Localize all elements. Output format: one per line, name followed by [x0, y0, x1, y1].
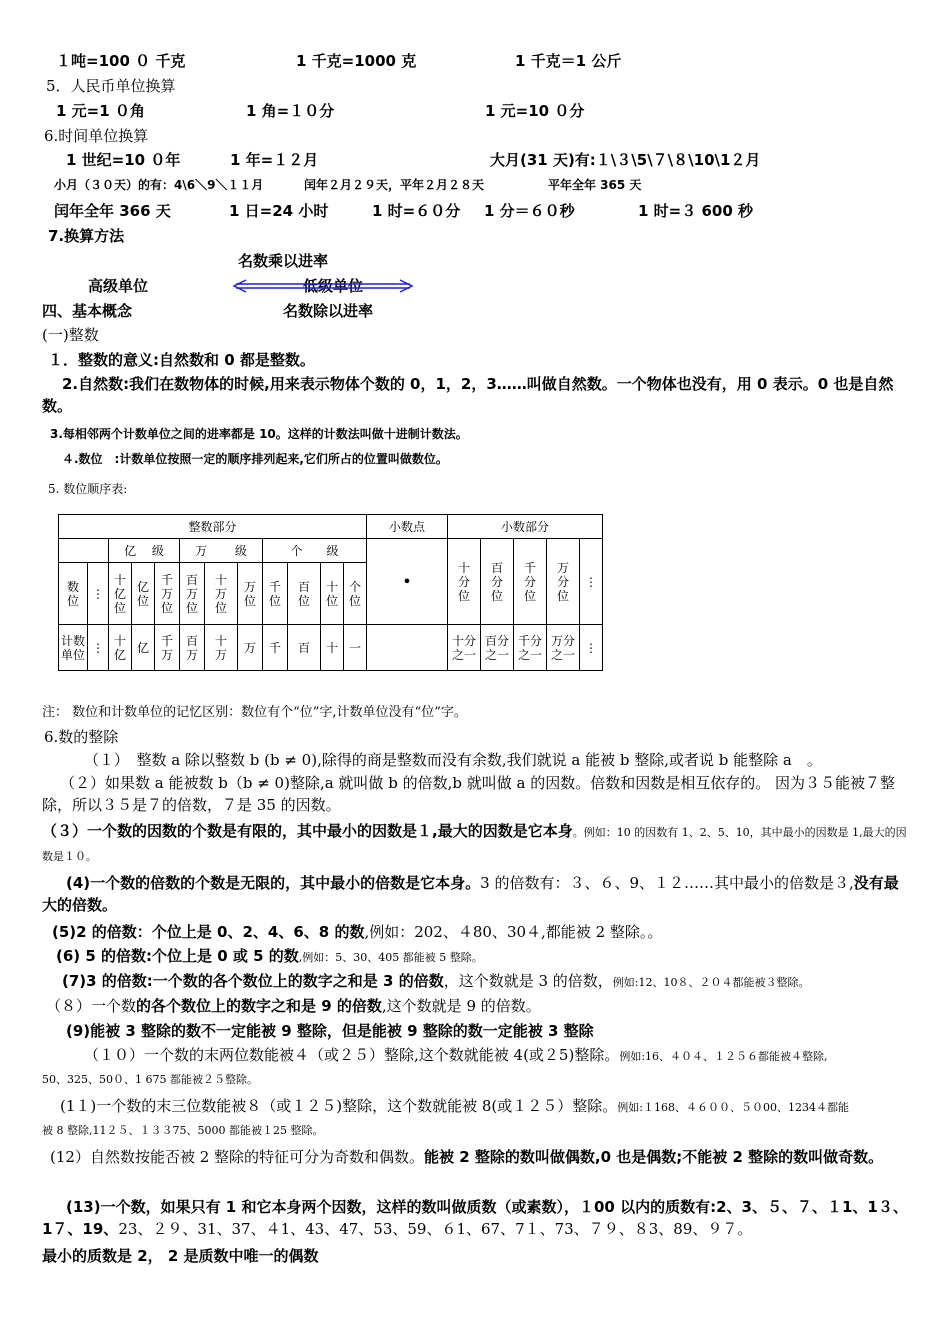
row-pos-text: 数位	[66, 579, 79, 608]
pos-cell	[238, 563, 263, 625]
unit-cell: 亿	[132, 625, 155, 671]
divide-label: 名数除以进率	[283, 302, 374, 320]
para-6-example: ,例如：5、30、405 都能被 5 整除。	[298, 951, 483, 964]
small-months: 小月（３０天）的有：4\6＼9＼１１月	[54, 178, 264, 192]
para-3	[42, 820, 910, 868]
leap-year: 闰年全年 366 天	[54, 202, 171, 220]
para-7	[62, 971, 810, 993]
dec-part-head: 小数部分	[448, 515, 603, 539]
row-unit-text: 计数单位	[60, 633, 85, 662]
para-6	[56, 946, 483, 968]
dec-pos-label: 千分位	[523, 560, 536, 603]
unit-cell	[180, 625, 205, 671]
dec-unit-cell	[514, 625, 547, 671]
dec-pos-3	[514, 539, 547, 625]
row-pos-label	[59, 563, 88, 625]
pos-cell	[288, 563, 321, 625]
dec-unit-more: ⋮	[580, 625, 603, 671]
dec-unit-cell	[547, 625, 580, 671]
pos-cell	[180, 563, 205, 625]
pos-more: ⋮	[88, 563, 109, 625]
dec-unit-label: 十分之一	[451, 633, 476, 662]
unit-cell	[155, 625, 180, 671]
pos-label: 亿位	[136, 579, 149, 608]
unit-label: 十亿	[113, 633, 126, 662]
para-7-main: (7)3 的倍数:一个数的各个数位上的数字之和是 3 的倍数	[62, 972, 444, 990]
para-10-main: （１０）一个数的末两位数能被４（或２５）整除,这个数就能被 4(或２5)整除。	[84, 1046, 620, 1064]
para-11-example: 例如:１168、４６００、５０00、1234４都能	[617, 1101, 849, 1114]
row-unit-label	[59, 625, 88, 671]
multiply-label: 名数乘以进率	[238, 252, 329, 270]
pos-cell	[109, 563, 132, 625]
ge-level: 个 级	[263, 539, 367, 563]
int-part-head: 整数部分	[59, 515, 367, 539]
para-3-main: （３）一个数的因数的个数是有限的，其中最小的因数是１,最大的因数是它本身	[42, 822, 573, 840]
place-value-table	[58, 514, 603, 671]
para-4-example: 3 的倍数有：３、６、9、１２……其中最小的倍数是３,	[480, 874, 854, 892]
decimal-point: •	[367, 539, 448, 625]
para-10	[84, 1045, 828, 1067]
pos-label: 千位	[268, 579, 281, 608]
min-sec: 1 分＝６０秒	[484, 202, 575, 220]
kg-g: 1 千克=1000 克	[296, 52, 417, 70]
pos-cell	[321, 563, 344, 625]
dot-head: 小数点	[367, 515, 448, 539]
para-5	[52, 922, 662, 942]
unit-cell: 百	[288, 625, 321, 671]
feb-days: 闰年２月２９天，平年２月２８天	[304, 178, 485, 192]
high-unit: 高级单位	[88, 277, 149, 295]
para-10-example: 例如:16、４０４、１２５６都能被４整除,	[619, 1050, 828, 1063]
para-9: (9)能被 3 整除的数不一定能被 9 整除，但是能被 9 整除的数一定能被 3 整除	[66, 1022, 594, 1040]
pos-label: 个位	[348, 579, 361, 608]
time-heading: 6.时间单位换算	[44, 127, 149, 145]
rmb-heading: 5．人民币单位换算	[46, 77, 176, 95]
century: 1 世纪=10 ０年	[66, 151, 181, 169]
para-13-main: (13)一个数，如果只有 1 和它本身两个因数，这样的数叫做质数（或素数），１00 以内的质数有:2、3、５、７、１1、1３、1７、19、	[42, 1198, 908, 1238]
pos-label: 十位	[325, 579, 338, 608]
unit-cell: 千	[263, 625, 288, 671]
para-4-tail: 没有最大的倍数。	[42, 874, 899, 914]
dec-pos-label: 万分位	[556, 560, 569, 603]
para-13	[42, 1196, 912, 1240]
dec-pos-label: 百分位	[490, 560, 503, 603]
para-8-a: （８）一个数	[46, 997, 137, 1015]
integer-meaning: １．整数的意义:自然数和 0 都是整数。	[48, 351, 315, 369]
unit-label: 千万	[160, 633, 173, 662]
para-11-cont: 被 8 整除,11２５、１３３75、5000 都能被１25 整除。	[42, 1124, 324, 1137]
pos-label: 千万位	[160, 572, 173, 615]
unit-cell	[205, 625, 238, 671]
decimal-system: 3.每相邻两个计数单位之间的进率都是 10。这样的计数法叫做十进制计数法。	[50, 427, 468, 441]
para-10-cont: 50、325、50０、1 675 都能被２５整除。	[42, 1073, 258, 1086]
pos-cell	[132, 563, 155, 625]
place-def: ４.数位 :计数单位按照一定的顺序排列起来,它们所占的位置叫做数位。	[62, 452, 448, 466]
dec-unit-label: 千分之一	[517, 633, 542, 662]
para-11	[60, 1096, 849, 1118]
pos-label: 十亿位	[113, 572, 126, 615]
para-13-list: 23、２９、31、37、４1、43、47、53、59、６1、67、7１、73、７９、８3、89、９７。	[118, 1220, 753, 1238]
unit-label: 十万	[214, 633, 227, 662]
method-heading: 7.换算方法	[48, 227, 125, 245]
memory-note: 注： 数位和计数单位的记忆区别：数位有个“位”字,计数单位没有“位”字。	[42, 705, 467, 720]
para-5-example: ,例如：202、４80、30４,都能被 2 整除。。	[364, 923, 663, 941]
yi-level: 亿 级	[109, 539, 180, 563]
dec-pos-2	[481, 539, 514, 625]
para-8-c: ,这个数就是 9 的倍数。	[381, 997, 541, 1015]
unit-cell: 一	[344, 625, 367, 671]
day-hours: 1 日=24 小时	[229, 202, 329, 220]
low-unit: 低级单位	[303, 277, 364, 295]
wan-level: 万 级	[180, 539, 263, 563]
para-4	[42, 872, 910, 916]
hour-sec: 1 时=３ 600 秒	[638, 202, 753, 220]
pos-label: 百位	[297, 579, 310, 608]
pos-cell	[205, 563, 238, 625]
dec-unit-cell	[448, 625, 481, 671]
table-caption: 5. 数位顺序表:	[48, 482, 128, 496]
dec-pos-1	[448, 539, 481, 625]
ton-kg: １吨=100 ０ 千克	[56, 52, 186, 70]
dec-pos-more: ⋮	[580, 539, 603, 625]
dec-unit-cell	[481, 625, 514, 671]
integer-heading: (一)整数	[42, 326, 99, 344]
yuan-jiao: 1 元=1 ０角	[56, 102, 145, 120]
para-12-main: (12）自然数按能否被 2 整除的特征可分为奇数和偶数。	[50, 1148, 425, 1166]
double-arrow-icon	[232, 279, 414, 293]
dec-pos-label: 十分位	[457, 560, 470, 603]
para-1: （１） 整数 a 除以整数 b (b ≠ 0),除得的商是整数而没有余数,我们就说 a 能被 b 整除,或者说 b 能整除 a 。	[84, 751, 822, 769]
jiao-fen: 1 角=１０分	[246, 102, 335, 120]
para-4-main: (4)一个数的倍数的个数是无限的，其中最小的倍数是它本身。	[66, 874, 481, 892]
para-8	[46, 996, 541, 1016]
hour-min: 1 时=６０分	[372, 202, 461, 220]
common-year: 平年全年 365 天	[548, 178, 642, 192]
para-6-main: (6) 5 的倍数:个位上是 0 或 5 的数	[56, 947, 299, 965]
big-months: 大月(31 天)有:１\３\5\７\８\10\1２月	[490, 151, 761, 169]
para-14: 最小的质数是 2， 2 是质数中唯一的偶数	[42, 1247, 319, 1265]
para-7-example: 例如:12、10８、２０４都能被３整除。	[612, 976, 810, 989]
pos-cell	[344, 563, 367, 625]
pos-label: 万位	[243, 579, 256, 608]
section-four: 四、基本概念	[42, 302, 133, 320]
dec-unit-label: 万分之一	[550, 633, 575, 662]
para-12-bold: 能被 2 整除的数叫做偶数,0 也是偶数;不能被 2 整除的数叫做奇数。	[424, 1148, 884, 1166]
para-12	[42, 1146, 912, 1168]
pos-cell	[155, 563, 180, 625]
para-7-mid: ，这个数就是 3 的倍数，	[443, 972, 613, 990]
pos-label: 十万位	[214, 572, 227, 615]
para-8-b: 的各个数位上的数字之和是 9 的倍数	[136, 997, 382, 1015]
unit-more: ⋮	[88, 625, 109, 671]
para-3-example: 。例如：10 的因数有 1、2、5、10，其中最小的因数是 1,最大的因数是１０。	[42, 826, 907, 863]
dec-unit-label: 百分之一	[484, 633, 509, 662]
divisibility-heading: 6.数的整除	[44, 728, 119, 746]
unit-label: 百万	[185, 633, 198, 662]
para-11-main: (1１)一个数的末三位数能被８（或１２５)整除，这个数就能被 8(或１２５）整除。	[60, 1097, 618, 1115]
year-month: 1 年=１２月	[230, 151, 319, 169]
dec-pos-4	[547, 539, 580, 625]
pos-label: 百万位	[185, 572, 198, 615]
yuan-fen: 1 元=10 ０分	[485, 102, 585, 120]
para-5-main: (5)2 的倍数：个位上是 0、2、4、6、8 的数	[52, 923, 365, 941]
unit-cell: 万	[238, 625, 263, 671]
natural-number: 2.自然数:我们在数物体的时候,用来表示物体个数的 0，1，2，3……叫做自然数。一个物体也没有，用 0 表示。0 也是自然数。	[42, 375, 894, 415]
kg-jin: 1 千克＝1 公斤	[515, 52, 622, 70]
unit-cell	[109, 625, 132, 671]
para-2: （２）如果数 a 能被数 b（b ≠ 0)整除,a 就叫做 b 的倍数,b 就叫做 a 的因数。倍数和因数是相互依存的。 因为３５能被７整除，所以３５是７的倍数，７是 35 的因数。	[42, 774, 895, 814]
unit-cell: 十	[321, 625, 344, 671]
pos-cell	[263, 563, 288, 625]
